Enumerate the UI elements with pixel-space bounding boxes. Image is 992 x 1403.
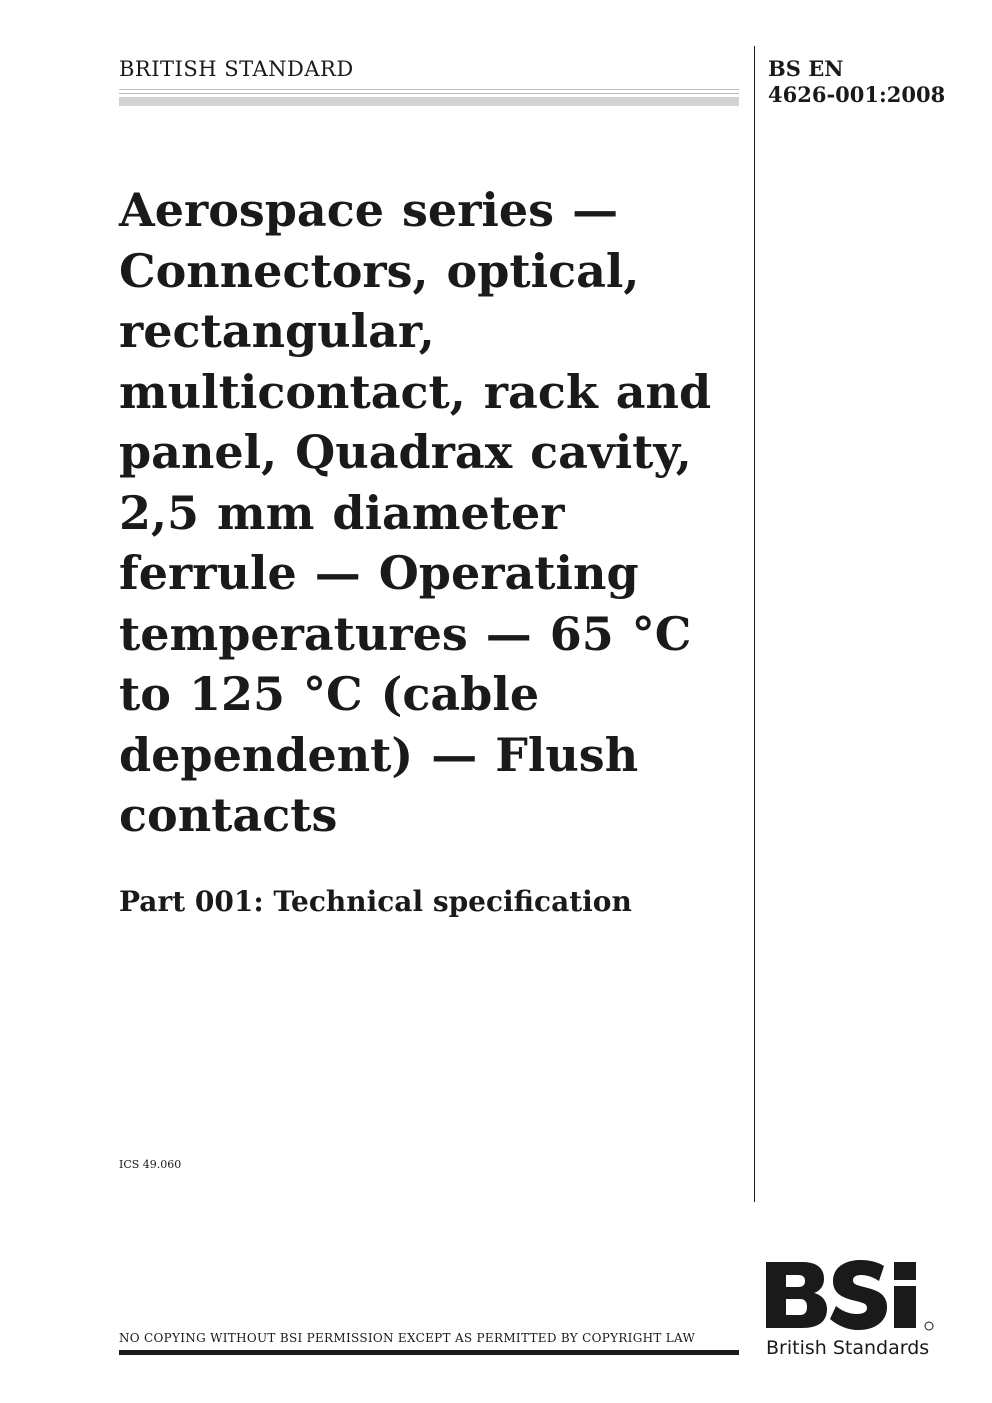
- copyright-notice: NO COPYING WITHOUT BSI PERMISSION EXCEPT AS PERMITTED BY COPYRIGHT LAW: [119, 1331, 696, 1345]
- footer-bar: [119, 1350, 739, 1355]
- header-rule-top: [119, 89, 739, 90]
- part-subtitle: Part 001: Technical specification: [119, 885, 632, 918]
- ics-classification: ICS 49.060: [119, 1158, 182, 1171]
- document-title: Aerospace series — Connectors, optical, rectangular, multicontact, rack and panel, Quadrax cavity, 2,5 mm diameter ferrule — Operating temperatures — 65 °C to 125 °C (cable dependent) — Flush contacts: [119, 183, 712, 842]
- vertical-divider: [754, 46, 755, 1202]
- document-number-prefix: BS EN: [768, 56, 844, 81]
- header-rule-middle: [119, 93, 739, 94]
- bsi-wordmark: British Standards: [766, 1337, 930, 1359]
- document-number-code: 4626-001:2008: [768, 82, 946, 107]
- document-number: [768, 56, 945, 108]
- standard-type-label: BRITISH STANDARD: [119, 57, 354, 81]
- header-rule-band: [119, 97, 739, 106]
